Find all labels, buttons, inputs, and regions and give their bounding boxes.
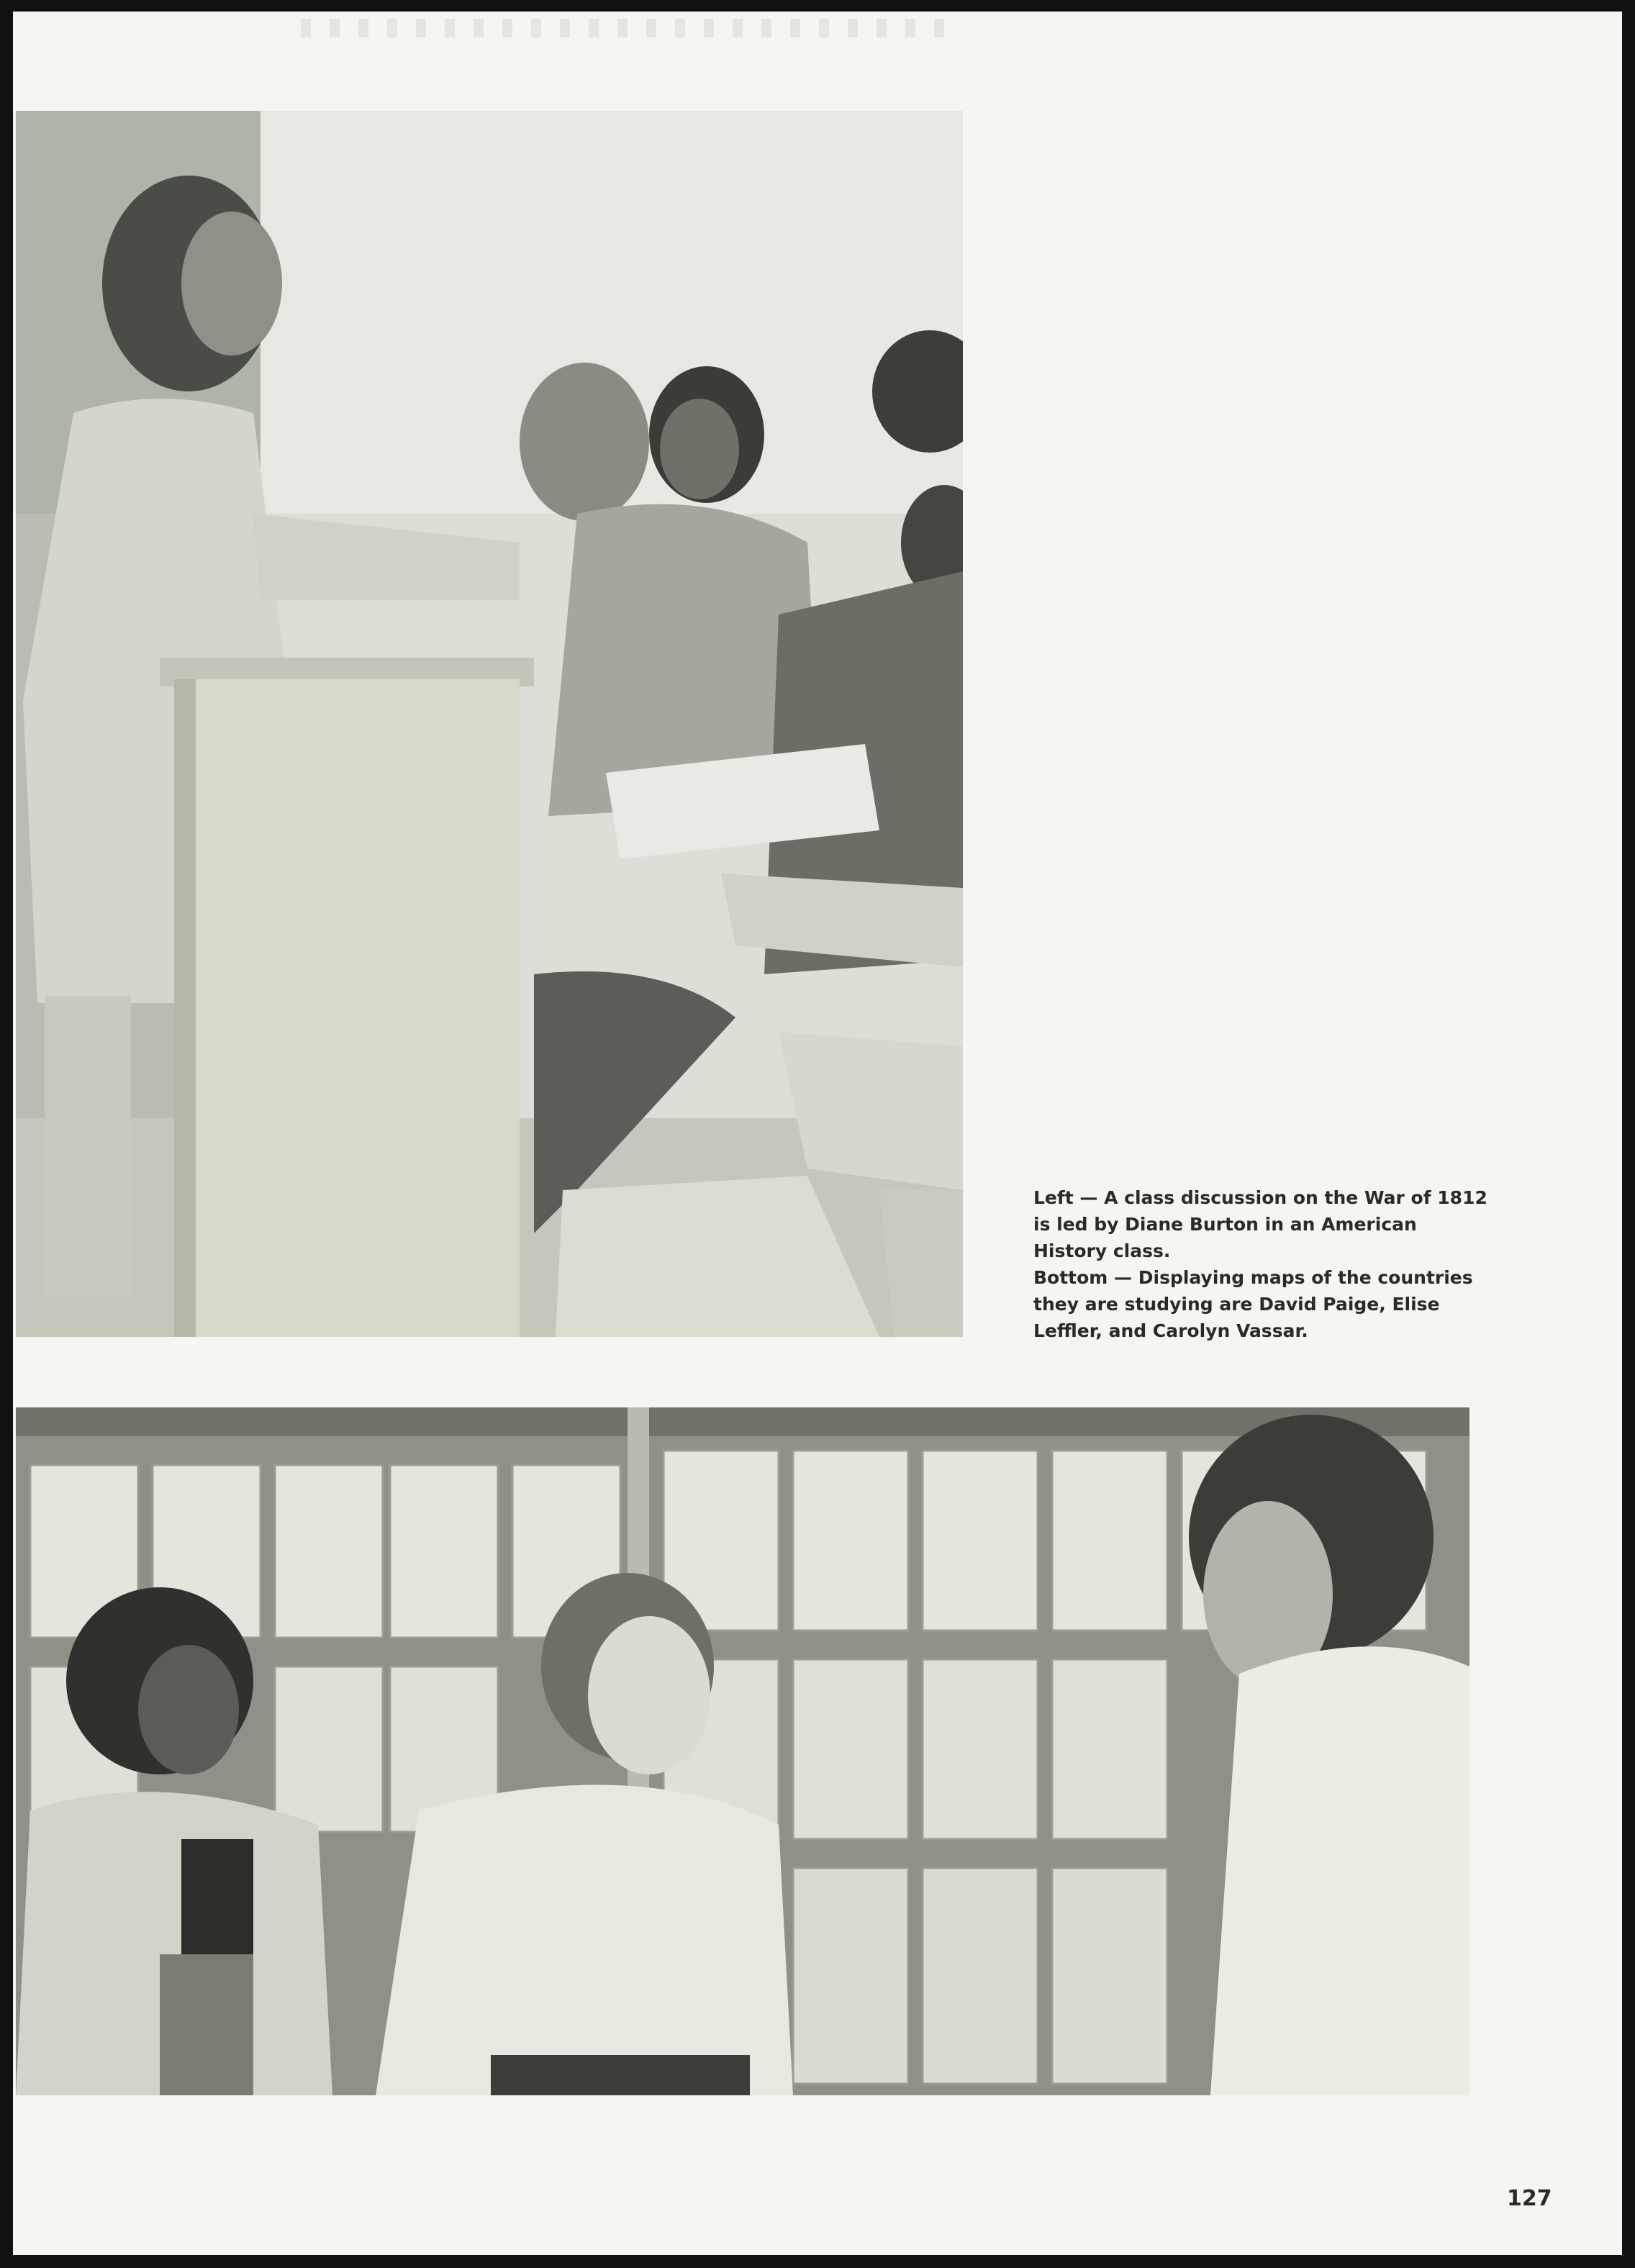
map-display-photo — [16, 1407, 1469, 2095]
photo-caption — [1033, 1184, 1494, 1344]
bleed-through-text — [301, 19, 948, 37]
caption-bottom: Bottom — Displaying maps of the countries they are studying are David Paige, Elise Leffler, and Carolyn Vassar. — [1033, 1267, 1473, 1341]
classroom-discussion-photo — [16, 111, 963, 1337]
page-number: 127 — [1507, 2186, 1552, 2211]
yearbook-page — [13, 12, 1622, 2255]
caption-left: Left — A class discussion on the War of 1812 is led by Diane Burton in an American History class. — [1033, 1187, 1487, 1261]
